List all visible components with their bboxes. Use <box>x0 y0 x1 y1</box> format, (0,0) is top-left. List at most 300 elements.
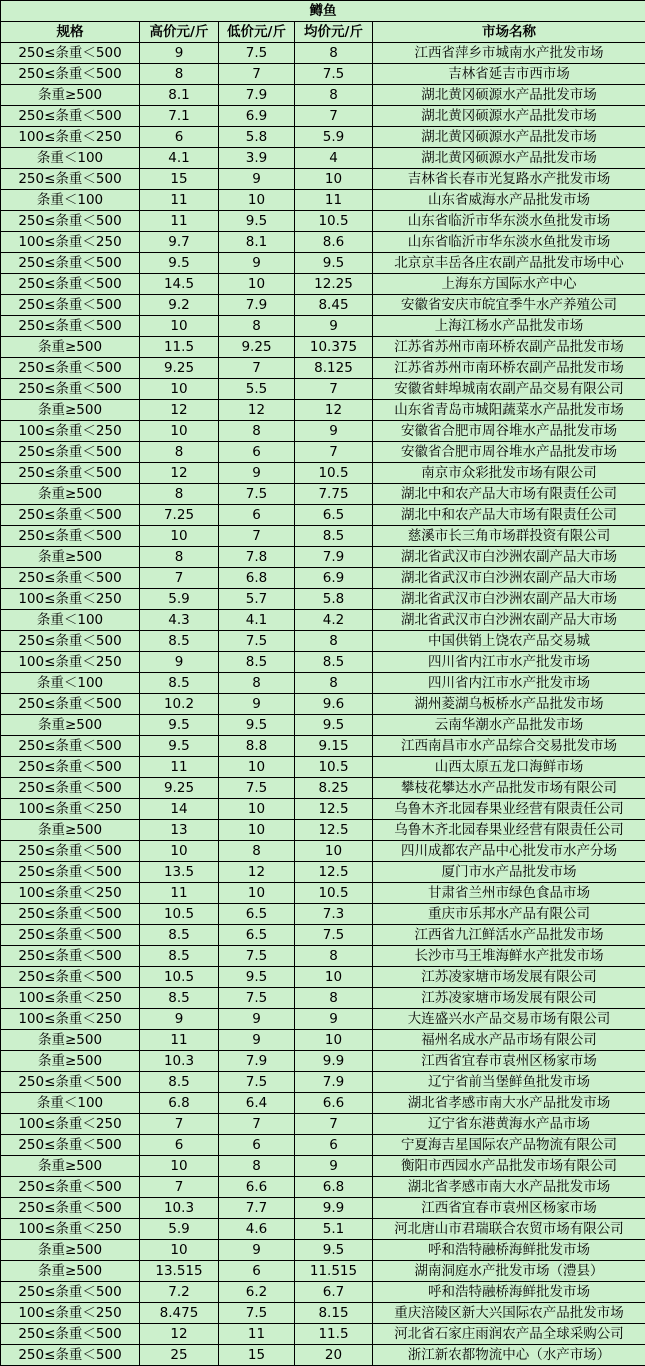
cell-high-price: 25 <box>140 1345 219 1366</box>
cell-low-price: 7.5 <box>219 946 295 967</box>
cell-low-price: 10 <box>219 757 295 778</box>
cell-spec: 条重≥500 <box>1 1240 140 1261</box>
cell-low-price: 9.5 <box>219 715 295 736</box>
cell-low-price: 5.8 <box>219 127 295 148</box>
cell-avg-price: 8 <box>295 631 373 652</box>
cell-market-name: 山东省临沂市华东淡水鱼批发市场 <box>373 211 645 232</box>
cell-spec: 100≤条重＜250 <box>1 1303 140 1324</box>
cell-avg-price: 4 <box>295 148 373 169</box>
cell-avg-price: 5.9 <box>295 127 373 148</box>
cell-low-price: 9 <box>219 694 295 715</box>
cell-market-name: 攀枝花攀达水产品批发市场有限公司 <box>373 778 645 799</box>
cell-avg-price: 10.5 <box>295 757 373 778</box>
cell-low-price: 8 <box>219 1156 295 1177</box>
cell-spec: 250≤条重＜500 <box>1 967 140 988</box>
table-row <box>1 484 645 505</box>
cell-spec: 250≤条重＜500 <box>1 778 140 799</box>
cell-spec: 条重≥500 <box>1 715 140 736</box>
cell-low-price: 7 <box>219 526 295 547</box>
cell-spec: 250≤条重＜500 <box>1 736 140 757</box>
cell-spec: 条重＜100 <box>1 610 140 631</box>
cell-low-price: 10 <box>219 799 295 820</box>
cell-spec: 250≤条重＜500 <box>1 1072 140 1093</box>
cell-avg-price: 10 <box>295 841 373 862</box>
cell-avg-price: 4.2 <box>295 610 373 631</box>
cell-market-name: 安徽省合肥市周谷堆水产品批发市场 <box>373 442 645 463</box>
table-row <box>1 1219 645 1240</box>
cell-spec: 250≤条重＜500 <box>1 442 140 463</box>
header-high-price: 高价元/斤 <box>140 22 219 43</box>
table-row <box>1 1261 645 1282</box>
cell-high-price: 9.25 <box>140 358 219 379</box>
cell-high-price: 10 <box>140 1156 219 1177</box>
cell-market-name: 厦门市水产品批发市场 <box>373 862 645 883</box>
cell-low-price: 7.5 <box>219 1072 295 1093</box>
cell-high-price: 8 <box>140 64 219 85</box>
cell-low-price: 7.5 <box>219 484 295 505</box>
table-row <box>1 1177 645 1198</box>
cell-market-name: 江西省萍乡市城南水产批发市场 <box>373 43 645 64</box>
cell-spec: 100≤条重＜250 <box>1 1114 140 1135</box>
cell-spec: 条重＜100 <box>1 673 140 694</box>
cell-high-price: 9.5 <box>140 715 219 736</box>
cell-avg-price: 7 <box>295 106 373 127</box>
cell-market-name: 湖北黄冈硕源水产品批发市场 <box>373 85 645 106</box>
cell-market-name: 湖南洞庭水产批发市场（澧县） <box>373 1261 645 1282</box>
cell-high-price: 11.5 <box>140 337 219 358</box>
cell-high-price: 12 <box>140 463 219 484</box>
table-row <box>1 1156 645 1177</box>
cell-low-price: 7.5 <box>219 988 295 1009</box>
cell-low-price: 7.9 <box>219 1051 295 1072</box>
cell-market-name: 山东省威海水产品批发市场 <box>373 190 645 211</box>
cell-low-price: 6 <box>219 442 295 463</box>
cell-avg-price: 9.5 <box>295 1240 373 1261</box>
cell-high-price: 13 <box>140 820 219 841</box>
cell-avg-price: 6.5 <box>295 505 373 526</box>
cell-spec: 250≤条重＜500 <box>1 169 140 190</box>
cell-spec: 100≤条重＜250 <box>1 1009 140 1030</box>
cell-low-price: 15 <box>219 1345 295 1366</box>
cell-spec: 100≤条重＜250 <box>1 1219 140 1240</box>
cell-avg-price: 6.6 <box>295 1093 373 1114</box>
cell-high-price: 7.2 <box>140 1282 219 1303</box>
cell-spec: 100≤条重＜250 <box>1 883 140 904</box>
cell-low-price: 10 <box>219 274 295 295</box>
cell-market-name: 山东省青岛市城阳蔬菜水产品批发市场 <box>373 400 645 421</box>
cell-low-price: 7.5 <box>219 1303 295 1324</box>
cell-avg-price: 8.5 <box>295 652 373 673</box>
cell-market-name: 大连盛兴水产品交易市场有限公司 <box>373 1009 645 1030</box>
cell-market-name: 中国供销上饶农产品交易城 <box>373 631 645 652</box>
cell-spec: 250≤条重＜500 <box>1 505 140 526</box>
cell-low-price: 6.6 <box>219 1177 295 1198</box>
cell-spec: 250≤条重＜500 <box>1 295 140 316</box>
cell-low-price: 7 <box>219 1114 295 1135</box>
cell-market-name: 北京京丰岳各庄农副产品批发市场中心 <box>373 253 645 274</box>
table-row <box>1 463 645 484</box>
cell-market-name: 湖北省武汉市白沙洲农副产品大市场 <box>373 547 645 568</box>
cell-spec: 250≤条重＜500 <box>1 358 140 379</box>
cell-avg-price: 20 <box>295 1345 373 1366</box>
cell-high-price: 10.5 <box>140 904 219 925</box>
cell-market-name: 湖北省武汉市白沙洲农副产品大市场 <box>373 589 645 610</box>
cell-low-price: 3.9 <box>219 148 295 169</box>
cell-low-price: 12 <box>219 400 295 421</box>
cell-high-price: 8.5 <box>140 631 219 652</box>
cell-market-name: 福州名成水产品市场有限公司 <box>373 1030 645 1051</box>
cell-market-name: 安徽省安庆市皖宜季牛水产养殖公司 <box>373 295 645 316</box>
cell-high-price: 5.9 <box>140 589 219 610</box>
cell-high-price: 12 <box>140 400 219 421</box>
cell-avg-price: 8 <box>295 988 373 1009</box>
table-row <box>1 1030 645 1051</box>
cell-low-price: 6.5 <box>219 904 295 925</box>
cell-avg-price: 8.5 <box>295 526 373 547</box>
table-body <box>1 43 645 1366</box>
cell-market-name: 甘肃省兰州市绿色食品市场 <box>373 883 645 904</box>
cell-avg-price: 8 <box>295 85 373 106</box>
cell-spec: 条重＜100 <box>1 1093 140 1114</box>
cell-market-name: 安徽省蚌埠城南农副产品交易有限公司 <box>373 379 645 400</box>
cell-high-price: 5.9 <box>140 1219 219 1240</box>
cell-low-price: 11 <box>219 1324 295 1345</box>
table-row <box>1 64 645 85</box>
cell-spec: 250≤条重＜500 <box>1 316 140 337</box>
cell-spec: 250≤条重＜500 <box>1 274 140 295</box>
cell-avg-price: 11 <box>295 190 373 211</box>
cell-market-name: 重庆市乐邦水产品有限公司 <box>373 904 645 925</box>
cell-spec: 250≤条重＜500 <box>1 106 140 127</box>
cell-high-price: 7.25 <box>140 505 219 526</box>
cell-low-price: 9 <box>219 253 295 274</box>
cell-spec: 条重≥500 <box>1 85 140 106</box>
cell-market-name: 呼和浩特融桥海鲜批发市场 <box>373 1240 645 1261</box>
cell-high-price: 9 <box>140 1009 219 1030</box>
cell-market-name: 慈溪市长三角市场群投资有限公司 <box>373 526 645 547</box>
cell-spec: 条重≥500 <box>1 820 140 841</box>
cell-spec: 250≤条重＜500 <box>1 1198 140 1219</box>
cell-spec: 条重≥500 <box>1 1051 140 1072</box>
cell-high-price: 7 <box>140 1114 219 1135</box>
table-row <box>1 526 645 547</box>
table-row <box>1 547 645 568</box>
cell-spec: 100≤条重＜250 <box>1 232 140 253</box>
cell-avg-price: 9.6 <box>295 694 373 715</box>
cell-spec: 条重≥500 <box>1 484 140 505</box>
cell-low-price: 8 <box>219 673 295 694</box>
cell-high-price: 8.5 <box>140 925 219 946</box>
cell-low-price: 9.5 <box>219 967 295 988</box>
cell-spec: 100≤条重＜250 <box>1 127 140 148</box>
cell-spec: 条重≥500 <box>1 1261 140 1282</box>
cell-market-name: 上海东方国际水产中心 <box>373 274 645 295</box>
cell-low-price: 7.8 <box>219 547 295 568</box>
table-row <box>1 1240 645 1261</box>
cell-high-price: 9.25 <box>140 778 219 799</box>
table-row <box>1 253 645 274</box>
cell-high-price: 9 <box>140 43 219 64</box>
cell-low-price: 4.1 <box>219 610 295 631</box>
cell-low-price: 6 <box>219 505 295 526</box>
cell-market-name: 云南华潮水产品批发市场 <box>373 715 645 736</box>
cell-market-name: 湖北省武汉市白沙洲农副产品大市场 <box>373 568 645 589</box>
cell-high-price: 14.5 <box>140 274 219 295</box>
cell-high-price: 11 <box>140 211 219 232</box>
cell-spec: 250≤条重＜500 <box>1 757 140 778</box>
cell-market-name: 辽宁省东港黄海水产品市场 <box>373 1114 645 1135</box>
cell-avg-price: 9 <box>295 316 373 337</box>
table-row <box>1 967 645 988</box>
cell-spec: 250≤条重＜500 <box>1 904 140 925</box>
cell-avg-price: 12 <box>295 400 373 421</box>
cell-spec: 条重≥500 <box>1 337 140 358</box>
cell-avg-price: 8.15 <box>295 1303 373 1324</box>
table-row <box>1 904 645 925</box>
cell-high-price: 9.5 <box>140 736 219 757</box>
cell-market-name: 上海江杨水产品批发市场 <box>373 316 645 337</box>
table-row <box>1 568 645 589</box>
table-row <box>1 1114 645 1135</box>
table-row <box>1 1009 645 1030</box>
cell-avg-price: 9.9 <box>295 1051 373 1072</box>
cell-avg-price: 8.6 <box>295 232 373 253</box>
table-row <box>1 1345 645 1366</box>
table-row <box>1 1303 645 1324</box>
cell-market-name: 宁夏海吉星国际农产品物流有限公司 <box>373 1135 645 1156</box>
table-row <box>1 1093 645 1114</box>
cell-avg-price: 11.5 <box>295 1324 373 1345</box>
cell-high-price: 8.5 <box>140 988 219 1009</box>
header-low-price: 低价元/斤 <box>219 22 295 43</box>
table-row <box>1 337 645 358</box>
cell-high-price: 15 <box>140 169 219 190</box>
cell-high-price: 10.3 <box>140 1051 219 1072</box>
cell-high-price: 9.5 <box>140 253 219 274</box>
table-row <box>1 274 645 295</box>
cell-spec: 250≤条重＜500 <box>1 1135 140 1156</box>
cell-market-name: 衡阳市西园水产品批发市场有限公司 <box>373 1156 645 1177</box>
table-row <box>1 295 645 316</box>
cell-low-price: 8.1 <box>219 232 295 253</box>
cell-avg-price: 10.5 <box>295 883 373 904</box>
cell-market-name: 长沙市马王堆海鲜水产批发市场 <box>373 946 645 967</box>
cell-market-name: 浙江新农都物流中心（水产市场） <box>373 1345 645 1366</box>
cell-avg-price: 12.5 <box>295 820 373 841</box>
cell-market-name: 江苏省苏州市南环桥农副产品批发市场 <box>373 337 645 358</box>
cell-spec: 条重≥500 <box>1 547 140 568</box>
table-row <box>1 925 645 946</box>
cell-high-price: 8.5 <box>140 1072 219 1093</box>
table-row <box>1 988 645 1009</box>
table-header-row <box>1 22 645 43</box>
cell-avg-price: 9 <box>295 1009 373 1030</box>
cell-spec: 条重≥500 <box>1 1030 140 1051</box>
cell-market-name: 湖北省孝感市南大水产品批发市场 <box>373 1177 645 1198</box>
cell-high-price: 6 <box>140 1135 219 1156</box>
cell-low-price: 8 <box>219 316 295 337</box>
cell-high-price: 8 <box>140 484 219 505</box>
cell-spec: 250≤条重＜500 <box>1 463 140 484</box>
cell-avg-price: 10.375 <box>295 337 373 358</box>
cell-spec: 100≤条重＜250 <box>1 589 140 610</box>
cell-market-name: 南京市众彩批发市场有限公司 <box>373 463 645 484</box>
cell-avg-price: 10.5 <box>295 463 373 484</box>
cell-spec: 250≤条重＜500 <box>1 1345 140 1366</box>
cell-low-price: 7.5 <box>219 43 295 64</box>
cell-market-name: 四川成都农产品中心批发市水产分场 <box>373 841 645 862</box>
cell-market-name: 湖北黄冈硕源水产品批发市场 <box>373 106 645 127</box>
table-row <box>1 820 645 841</box>
cell-market-name: 湖北黄冈硕源水产品批发市场 <box>373 148 645 169</box>
table-title-row <box>1 1 645 22</box>
cell-high-price: 10.2 <box>140 694 219 715</box>
cell-avg-price: 6.8 <box>295 1177 373 1198</box>
cell-avg-price: 12.5 <box>295 862 373 883</box>
cell-high-price: 13.515 <box>140 1261 219 1282</box>
cell-spec: 100≤条重＜250 <box>1 421 140 442</box>
cell-market-name: 吉林省延吉市西市场 <box>373 64 645 85</box>
cell-low-price: 9 <box>219 169 295 190</box>
cell-avg-price: 9.15 <box>295 736 373 757</box>
table-row <box>1 190 645 211</box>
table-row <box>1 316 645 337</box>
cell-high-price: 12 <box>140 1324 219 1345</box>
cell-low-price: 7 <box>219 358 295 379</box>
table-row <box>1 757 645 778</box>
cell-avg-price: 8 <box>295 673 373 694</box>
cell-high-price: 7.1 <box>140 106 219 127</box>
cell-high-price: 8 <box>140 442 219 463</box>
cell-low-price: 6.5 <box>219 925 295 946</box>
cell-spec: 250≤条重＜500 <box>1 631 140 652</box>
cell-market-name: 江西省九江鲜活水产品批发市场 <box>373 925 645 946</box>
cell-spec: 250≤条重＜500 <box>1 946 140 967</box>
table-row <box>1 589 645 610</box>
cell-high-price: 10 <box>140 421 219 442</box>
cell-spec: 250≤条重＜500 <box>1 253 140 274</box>
cell-low-price: 7 <box>219 64 295 85</box>
table-row <box>1 85 645 106</box>
cell-avg-price: 10 <box>295 169 373 190</box>
table-row <box>1 211 645 232</box>
cell-high-price: 10 <box>140 379 219 400</box>
cell-avg-price: 12.5 <box>295 799 373 820</box>
cell-low-price: 8 <box>219 421 295 442</box>
cell-spec: 250≤条重＜500 <box>1 568 140 589</box>
cell-market-name: 湖北省武汉市白沙洲农副产品大市场 <box>373 610 645 631</box>
cell-low-price: 9.25 <box>219 337 295 358</box>
cell-low-price: 9 <box>219 1240 295 1261</box>
cell-high-price: 11 <box>140 757 219 778</box>
table-row <box>1 106 645 127</box>
cell-market-name: 湖州菱湖乌板桥水产品批发市场 <box>373 694 645 715</box>
table-title: 鳟鱼 <box>1 1 645 22</box>
table-row <box>1 862 645 883</box>
cell-avg-price: 10 <box>295 967 373 988</box>
cell-market-name: 吉林省长春市光复路水产批发市场 <box>373 169 645 190</box>
table-row <box>1 379 645 400</box>
cell-spec: 250≤条重＜500 <box>1 925 140 946</box>
header-spec: 规格 <box>1 22 140 43</box>
table-row <box>1 883 645 904</box>
cell-low-price: 10 <box>219 190 295 211</box>
cell-market-name: 四川省内江市水产批发市场 <box>373 673 645 694</box>
cell-high-price: 10 <box>140 841 219 862</box>
cell-avg-price: 7.5 <box>295 64 373 85</box>
cell-spec: 250≤条重＜500 <box>1 379 140 400</box>
cell-avg-price: 7 <box>295 379 373 400</box>
table-row <box>1 799 645 820</box>
cell-market-name: 湖北中和农产品大市场有限责任公司 <box>373 484 645 505</box>
cell-high-price: 11 <box>140 190 219 211</box>
table-row <box>1 631 645 652</box>
cell-avg-price: 7 <box>295 442 373 463</box>
table-row <box>1 127 645 148</box>
table-row <box>1 148 645 169</box>
cell-market-name: 湖北省孝感市南大水产品批发市场 <box>373 1093 645 1114</box>
cell-high-price: 8.5 <box>140 673 219 694</box>
table-row <box>1 1198 645 1219</box>
table-row <box>1 505 645 526</box>
cell-spec: 250≤条重＜500 <box>1 1324 140 1345</box>
cell-market-name: 呼和浩特融桥海鲜批发市场 <box>373 1282 645 1303</box>
cell-spec: 250≤条重＜500 <box>1 526 140 547</box>
header-market-name: 市场名称 <box>373 22 645 43</box>
cell-avg-price: 10 <box>295 1030 373 1051</box>
cell-avg-price: 12.25 <box>295 274 373 295</box>
cell-high-price: 10.3 <box>140 1198 219 1219</box>
cell-spec: 条重≥500 <box>1 400 140 421</box>
cell-avg-price: 7.9 <box>295 547 373 568</box>
cell-high-price: 10 <box>140 1240 219 1261</box>
cell-market-name: 江苏省苏州市南环桥农副产品批发市场 <box>373 358 645 379</box>
cell-spec: 250≤条重＜500 <box>1 43 140 64</box>
cell-high-price: 7 <box>140 1177 219 1198</box>
table-row <box>1 400 645 421</box>
cell-high-price: 10.5 <box>140 967 219 988</box>
cell-market-name: 乌鲁木齐北园春果业经营有限责任公司 <box>373 799 645 820</box>
cell-spec: 条重＜100 <box>1 190 140 211</box>
cell-low-price: 7.5 <box>219 778 295 799</box>
table-row <box>1 421 645 442</box>
cell-avg-price: 8.45 <box>295 295 373 316</box>
cell-spec: 条重≥500 <box>1 1156 140 1177</box>
table-row <box>1 232 645 253</box>
cell-high-price: 10 <box>140 316 219 337</box>
cell-market-name: 辽宁省前当堡鲜鱼批发市场 <box>373 1072 645 1093</box>
table-row <box>1 169 645 190</box>
table-row <box>1 1072 645 1093</box>
cell-market-name: 山东省临沂市华东淡水鱼批发市场 <box>373 232 645 253</box>
cell-low-price: 10 <box>219 820 295 841</box>
cell-low-price: 7.7 <box>219 1198 295 1219</box>
cell-low-price: 6.4 <box>219 1093 295 1114</box>
cell-market-name: 江西省宜春市袁州区杨家市场 <box>373 1198 645 1219</box>
table-row <box>1 358 645 379</box>
cell-avg-price: 7 <box>295 1114 373 1135</box>
table-row <box>1 1324 645 1345</box>
cell-avg-price: 10.5 <box>295 211 373 232</box>
cell-market-name: 湖北黄冈硕源水产品批发市场 <box>373 127 645 148</box>
cell-high-price: 11 <box>140 883 219 904</box>
cell-high-price: 6 <box>140 127 219 148</box>
cell-high-price: 8.5 <box>140 946 219 967</box>
cell-avg-price: 9 <box>295 1156 373 1177</box>
cell-market-name: 山西太原五龙口海鲜市场 <box>373 757 645 778</box>
cell-low-price: 6 <box>219 1261 295 1282</box>
cell-avg-price: 6.7 <box>295 1282 373 1303</box>
